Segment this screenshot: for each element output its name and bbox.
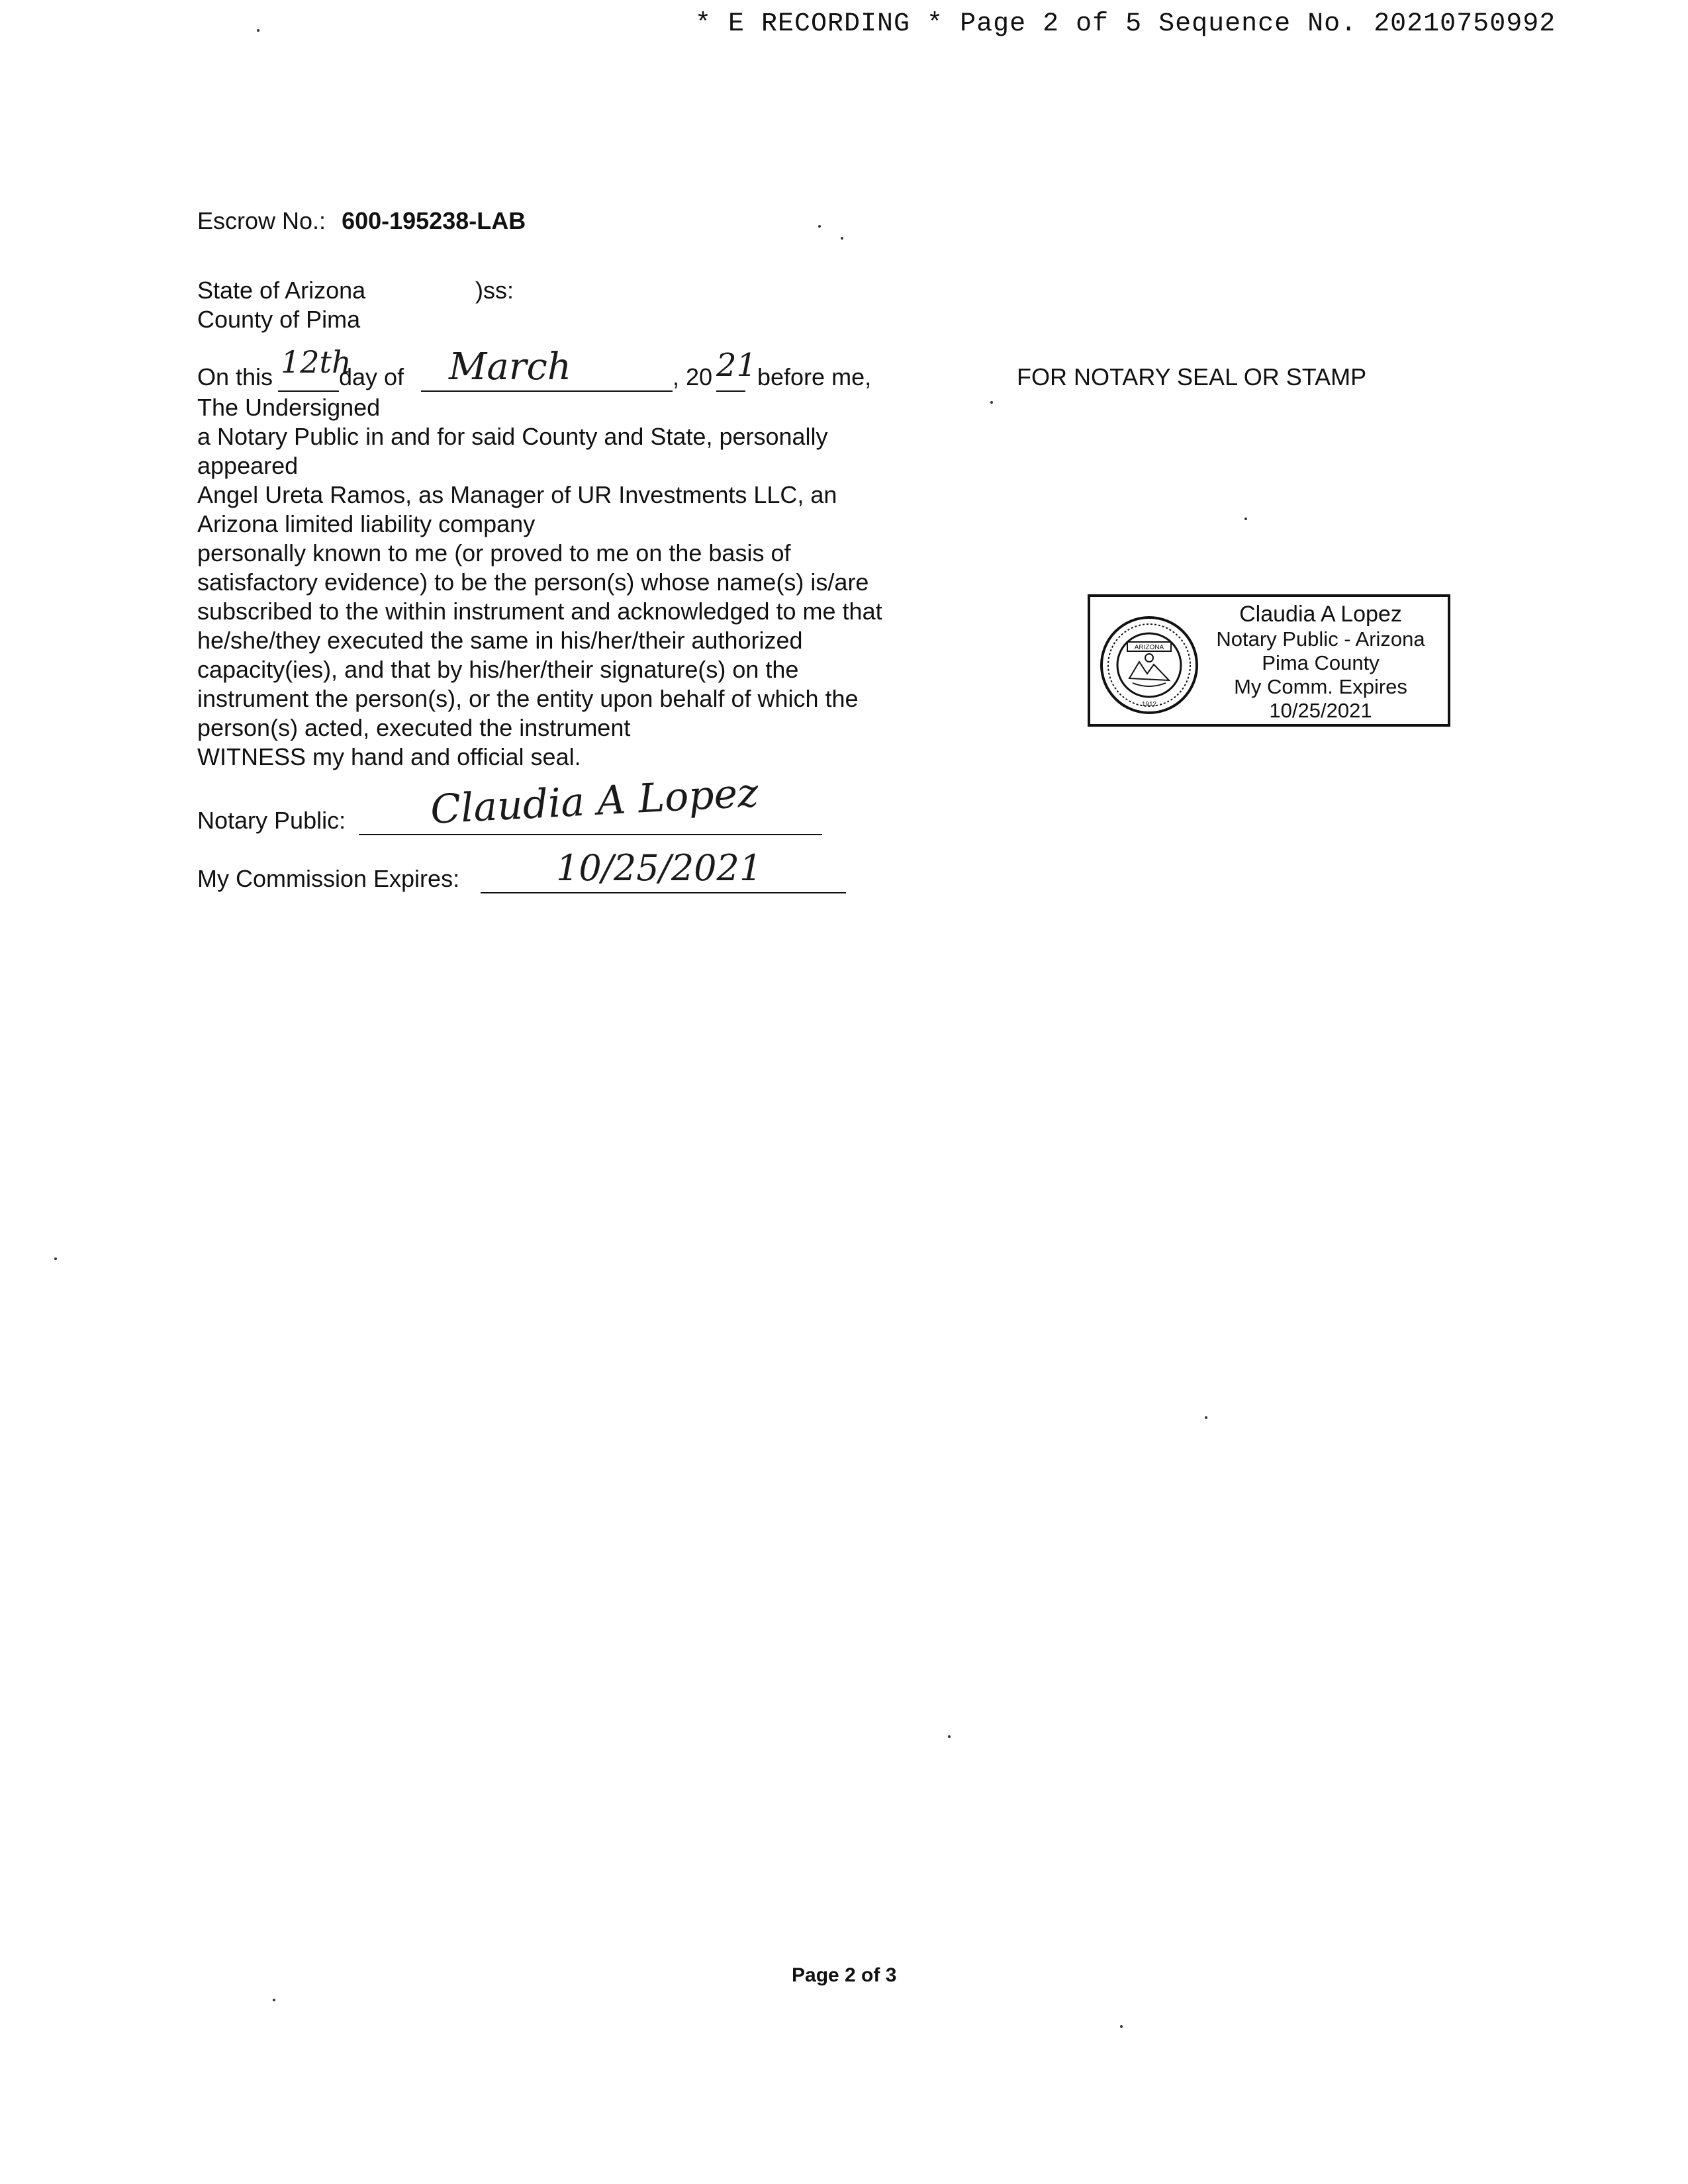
scan-speck <box>273 1999 275 2001</box>
commission-blank <box>481 892 846 893</box>
notary-stamp <box>1088 594 1450 727</box>
recording-header: * E RECORDING * Page 2 of 5 Sequence No. 20210750992 <box>695 9 1556 39</box>
venue-ss: )ss: <box>475 277 514 304</box>
notary-seal-label: FOR NOTARY SEAL OR STAMP <box>1017 363 1367 390</box>
ack-line-body-1: personally known to me (or proved to me on the basis of <box>197 539 791 567</box>
year-handwritten: 21 <box>716 347 757 384</box>
stamp-comm-label: My Comm. Expires <box>1234 675 1407 698</box>
notary-public-label: Notary Public: <box>197 807 346 834</box>
notary-signature-blank <box>359 834 822 835</box>
before-me: before me, <box>757 363 872 390</box>
ack-line-body-3: subscribed to the within instrument and acknowledged to me that <box>197 598 882 625</box>
month-handwritten: March <box>449 345 571 388</box>
commission-handwritten: 10/25/2021 <box>556 847 763 889</box>
ack-line-party-1: Angel Ureta Ramos, as Manager of UR Investments LLC, an <box>197 481 837 508</box>
scan-speck <box>841 237 843 240</box>
ack-line-witness: WITNESS my hand and official seal. <box>197 743 581 770</box>
ack-line-body-4: he/she/they executed the same in his/her/their authorized <box>197 627 803 654</box>
ack-line-undersigned: The Undersigned <box>197 394 381 421</box>
escrow-label: Escrow No.: <box>197 207 326 234</box>
stamp-title: Notary Public - Arizona <box>1216 627 1425 651</box>
ack-line-body-7: person(s) acted, executed the instrument <box>197 714 631 741</box>
stamp-name: Claudia A Lopez <box>1239 602 1402 627</box>
year-blank <box>716 390 745 392</box>
commission-label: My Commission Expires: <box>197 865 460 892</box>
year-prefix: , 20 <box>673 363 713 390</box>
scan-speck <box>1205 1416 1207 1419</box>
scan-speck <box>990 401 993 404</box>
day-of-label: day of <box>339 363 404 390</box>
venue-state: State of Arizona <box>197 277 366 304</box>
day-blank <box>278 390 339 392</box>
ack-line-notary: a Notary Public in and for said County and State, personally <box>197 423 828 450</box>
escrow-number: 600-195238-LAB <box>342 207 526 234</box>
seal-inner-text: ARIZONA <box>1134 644 1164 651</box>
scan-speck <box>54 1257 57 1260</box>
ack-line-body-2: satisfactory evidence) to be the person(s) whose name(s) is/are <box>197 569 869 596</box>
ack-line-appeared: appeared <box>197 452 299 479</box>
escrow-line <box>197 206 526 236</box>
scan-speck <box>818 225 821 228</box>
notary-signature: Claudia A Lopez <box>429 770 760 833</box>
stamp-county: Pima County <box>1262 651 1380 674</box>
state-seal-icon <box>1100 615 1199 715</box>
ack-line-party-2: Arizona limited liability company <box>197 510 536 537</box>
scan-speck <box>1244 518 1247 520</box>
ack-line-body-5: capacity(ies), and that by his/her/their signature(s) on the <box>197 656 799 683</box>
on-this-label: On this <box>197 363 273 390</box>
scan-speck <box>1120 2025 1123 2028</box>
footer-page-number: Page 2 of 3 <box>792 1964 897 1986</box>
stamp-comm-date: 10/25/2021 <box>1269 699 1372 722</box>
seal-year-text: 1912 <box>1141 701 1157 708</box>
scan-speck <box>948 1735 951 1738</box>
ack-line-body-6: instrument the person(s), or the entity upon behalf of which the <box>197 685 859 712</box>
scan-speck <box>257 29 259 32</box>
day-handwritten: 12th <box>281 344 352 380</box>
month-blank <box>421 390 673 392</box>
venue-county: County of Pima <box>197 306 361 333</box>
